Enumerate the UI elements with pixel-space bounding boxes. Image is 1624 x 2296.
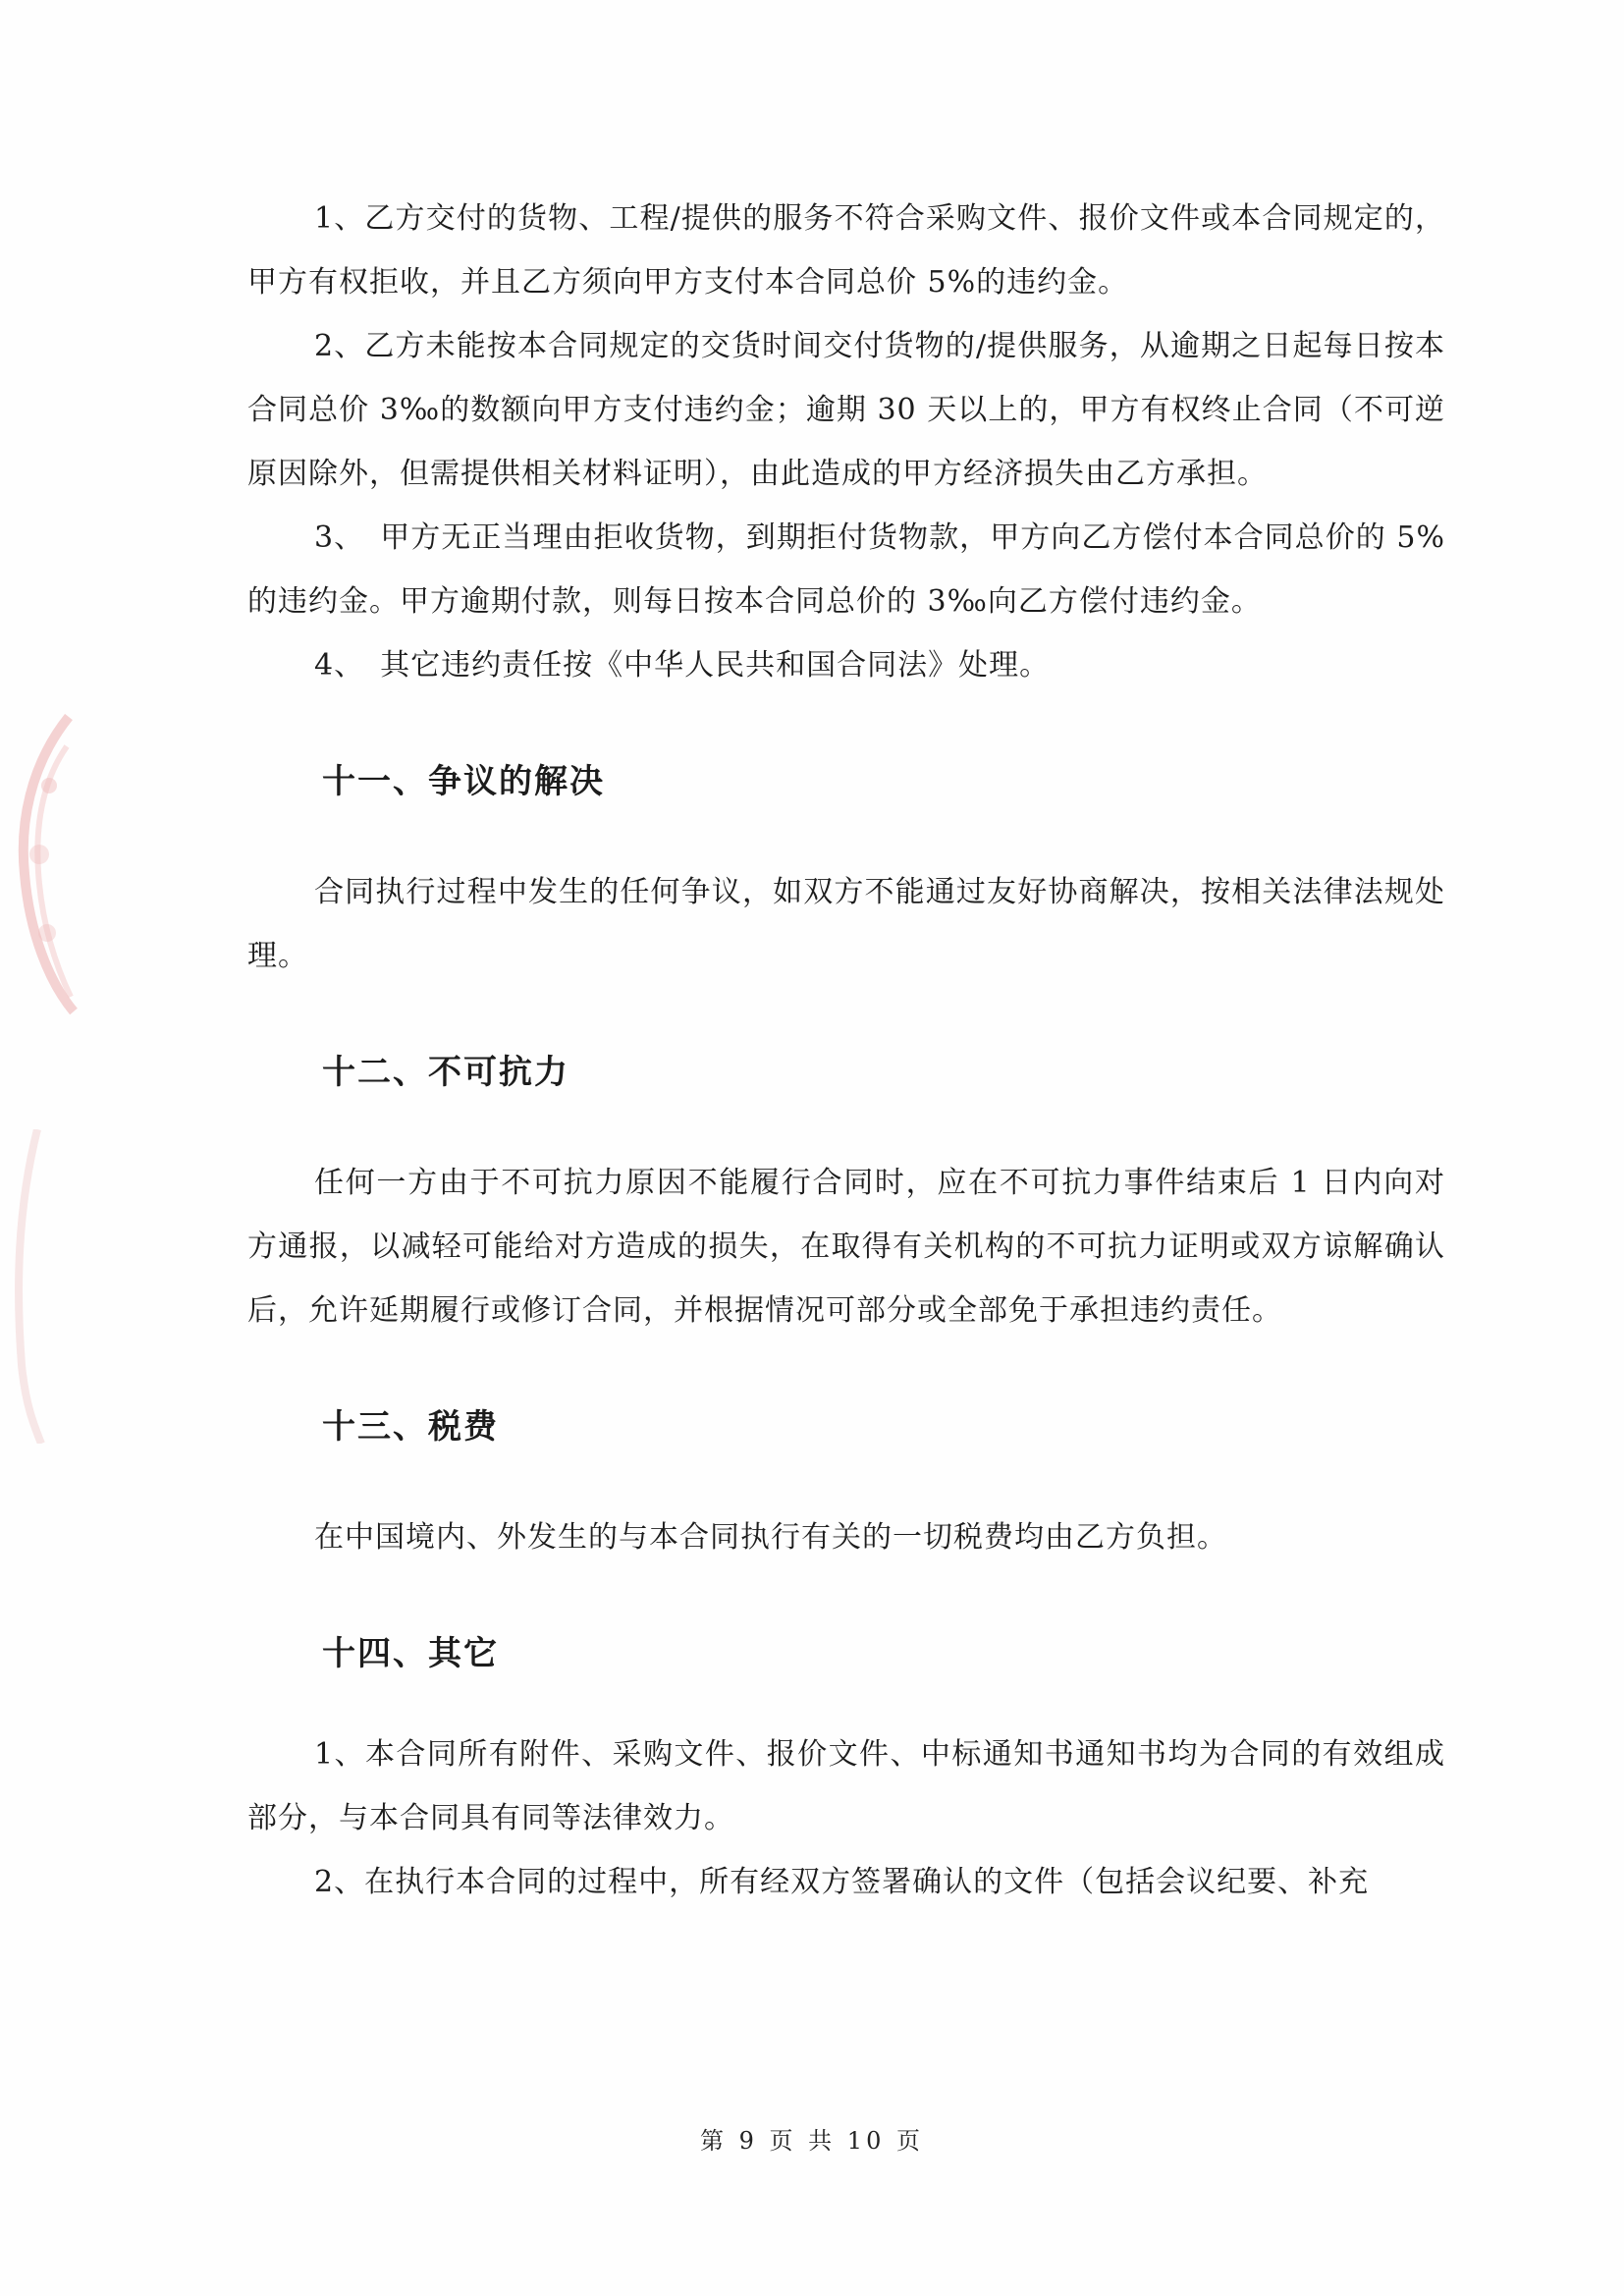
section-heading-other: 十四、其它 xyxy=(322,1634,499,1673)
section-body-dispute: 合同执行过程中发生的任何争议，如双方不能通过友好协商解决，按相关法律法规处理。 xyxy=(247,875,1445,973)
red-seal-stamp xyxy=(10,707,79,1021)
section-heading-taxes: 十三、税费 xyxy=(322,1407,499,1447)
clause-paragraph-2: 2、乙方未能按本合同规定的交货时间交付货物的/提供服务，从逾期之日起每日按本合同总价 3‰的数额向甲方支付违约金；逾期 30 天以上的，甲方有权终止合同（不可逆原因除外，但需提供相关材料证明），由此造成的甲方经济损失由乙方承担。 xyxy=(247,329,1445,491)
section-heading-force-majeure: 十二、不可抗力 xyxy=(322,1053,569,1092)
seal-smudge xyxy=(8,1129,47,1444)
clause-paragraph-4: 4、 其它违约责任按《中华人民共和国合同法》处理。 xyxy=(314,648,1051,683)
other-item-1: 1、本合同所有附件、采购文件、报价文件、中标通知书通知书均为合同的有效组成部分，与本合同具有同等法律效力。 xyxy=(247,1737,1445,1835)
section-heading-dispute: 十一、争议的解决 xyxy=(322,762,605,801)
clause-paragraph-3: 3、 甲方无正当理由拒收货物，到期拒付货物款，甲方向乙方偿付本合同总价的 5%的违约金。甲方逾期付款，则每日按本合同总价的 3‰向乙方偿付违约金。 xyxy=(247,520,1445,619)
document-body xyxy=(247,187,1445,1914)
page-number-footer: 第 9 页 共 10 页 xyxy=(700,2127,924,2155)
other-item-2: 2、在执行本合同的过程中，所有经双方签署确认的文件（包括会议纪要、补充 xyxy=(314,1865,1370,1899)
section-body-force-majeure: 任何一方由于不可抗力原因不能履行合同时，应在不可抗力事件结束后 1 日内向对方通报，以减轻可能给对方造成的损失，在取得有关机构的不可抗力证明或双方谅解确认后，允许延期履行或修订合同，并根据情况可部分或全部免于承担违约责任。 xyxy=(247,1166,1445,1328)
section-body-taxes: 在中国境内、外发生的与本合同执行有关的一切税费均由乙方负担。 xyxy=(314,1520,1227,1555)
clause-paragraph-1: 1、乙方交付的货物、工程/提供的服务不符合采购文件、报价文件或本合同规定的，甲方有权拒收，并且乙方须向甲方支付本合同总价 5%的违约金。 xyxy=(247,201,1445,300)
